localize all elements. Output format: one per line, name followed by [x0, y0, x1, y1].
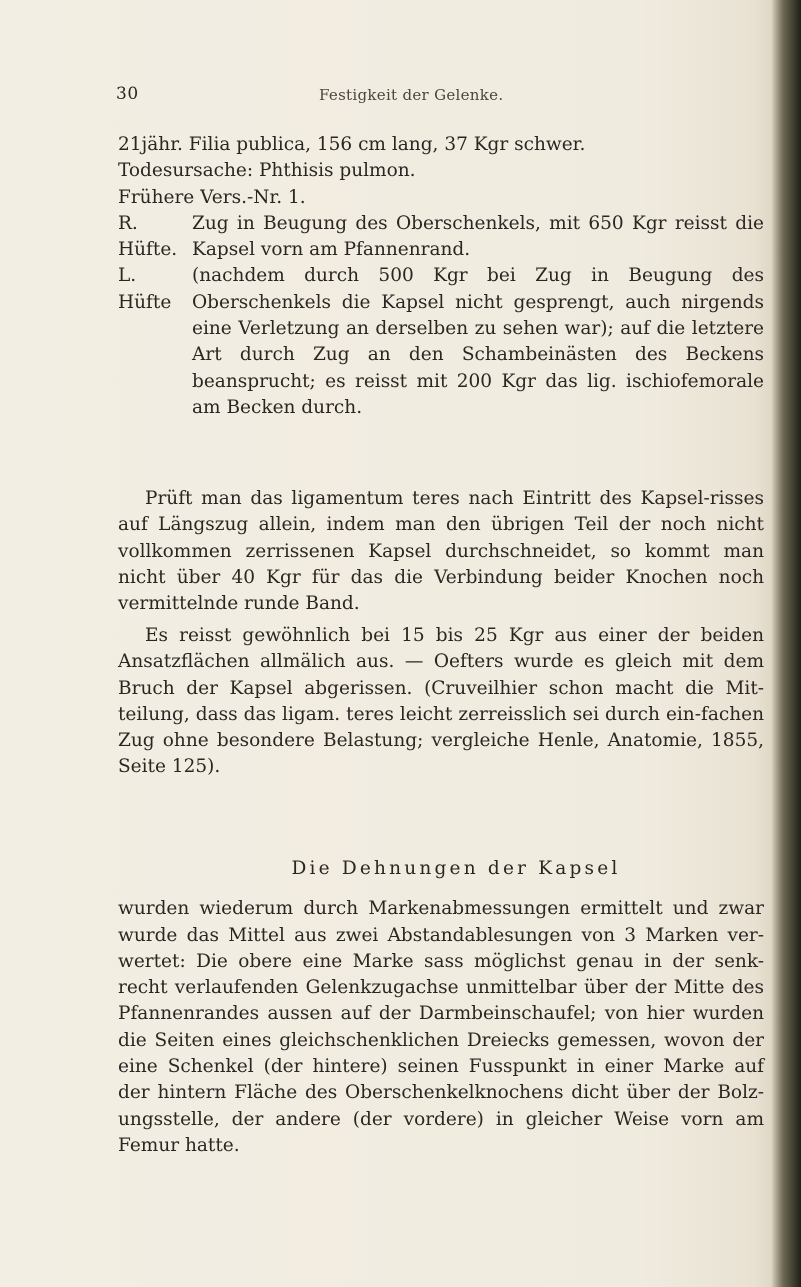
hip-label-left: L. Hüfte	[118, 265, 172, 313]
page-header	[0, 84, 801, 114]
case-line-subject: 21jähr. Filia publica, 156 cm lang, 37 Kgr schwer.	[118, 134, 586, 155]
section-capsule-stretch	[118, 856, 764, 1159]
running-title: Festigkeit der Gelenke.	[319, 86, 504, 104]
hip-label-right: R. Hüfte.	[118, 212, 178, 261]
hip-text-left: (nachdem durch 500 Kgr bei Zug in Beugung des Oberschenkels die Kapsel nicht gesprengt, auch nirgends eine Verletzung an derselben zu sehen war); auf die letztere Art durch Zug an den Schambeinästen des Beckens beansprucht; es reisst mit 200 Kgr das lig. ischiofemorale am Becken durch.	[192, 265, 764, 418]
hip-entry-right	[118, 211, 764, 264]
case-record	[118, 132, 764, 421]
section-heading: Die Dehnungen der Kapsel	[291, 858, 621, 879]
hip-text-right: Zug in Beugung des Oberschenkels, mit 650 Kgr reisst die Kapsel vorn am Pfannenrand.	[192, 212, 764, 261]
case-line-number: Frühere Vers.-Nr. 1.	[118, 186, 306, 208]
page-number: 30	[116, 84, 139, 104]
paragraph-tear-force: Es reisst gewöhnlich bei 15 bis 25 Kgr aus einer der beiden Ansatzflächen allmälich aus. — Oefters wurde es gleich mit dem Bruch der Kapsel abgerissen. (Cruveilhier schon macht die Mit-teilung, dass das ligam. teres leicht zerreisslich sei durch ein-fachen Zug ohne besondere Belastung; vergleiche Henle, Anatomie, 1855, Seite 125).	[118, 625, 764, 778]
case-line-cause: Todesursache: Phthisis pulmon.	[118, 160, 416, 182]
book-spine-shadow	[771, 0, 801, 1287]
paragraph-ligamentum-teres: Prüft man das ligamentum teres nach Eintritt des Kapsel-risses auf Längszug allein, indem man den übrigen Teil der noch nicht vollkommen zerrissenen Kapsel durchschneidet, so kommt man nicht über 40 Kgr für das die Verbindung beider Knochen noch vermittelnde runde Band.	[118, 488, 764, 615]
hip-entry-left	[118, 263, 764, 421]
section-body: wurden wiederum durch Markenabmessungen ermittelt und zwar wurde das Mittel aus zwei Abstandablesungen von 3 Marken ver-wertet: Die obere eine Marke sass möglichst genau in der senk-recht verlaufenden Gelenkzugachse unmittelbar über der Mitte des Pfannenrandes aussen auf der Darmbeinschaufel; von hier wurden die Seiten eines gleichschenklichen Dreiecks gemessen, wovon der eine Schenkel (der hintere) seinen Fusspunkt in einer Marke auf der hintern Fläche des Oberschenkelknochens dicht über der Bolz-ungsstelle, der andere (der vordere) in gleicher Weise vorn am Femur hatte.	[118, 898, 764, 1156]
